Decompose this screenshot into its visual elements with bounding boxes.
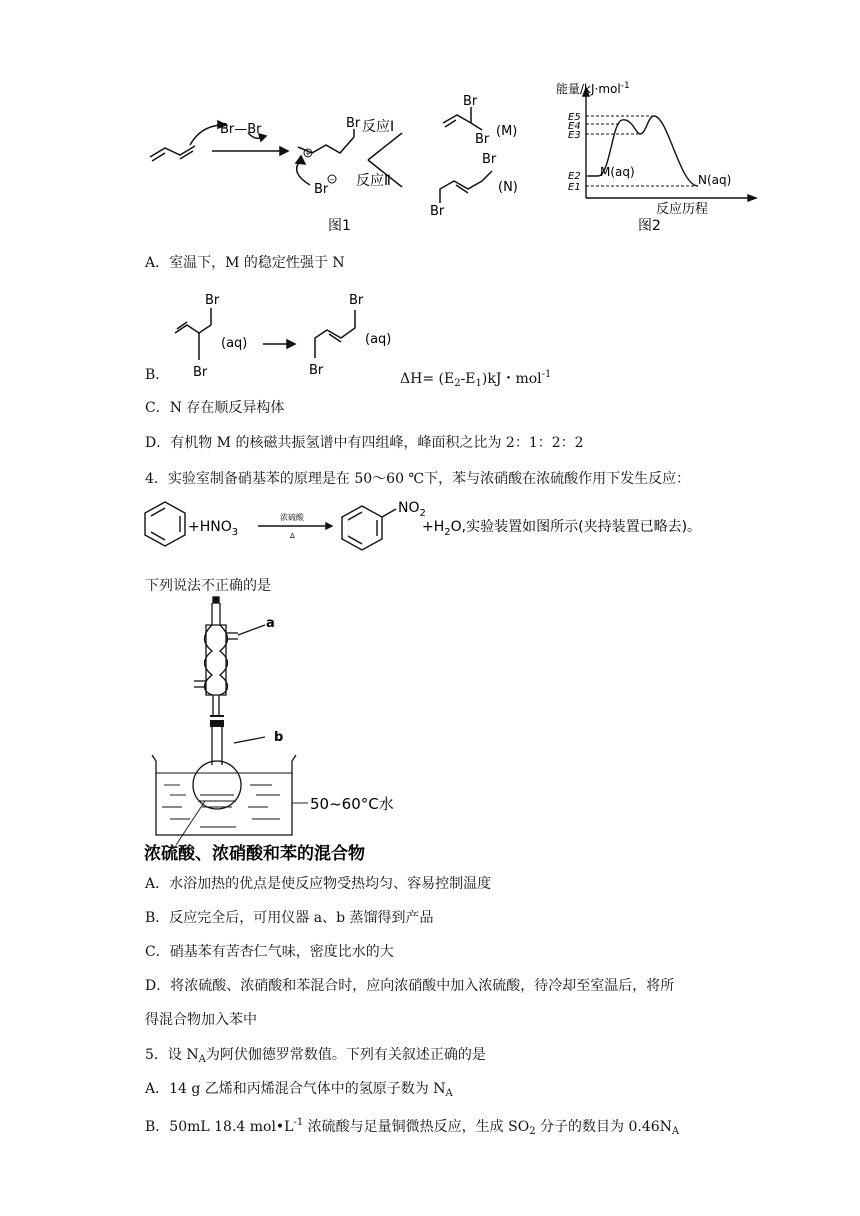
catalyst-label: 浓硫酸 xyxy=(280,513,304,522)
br-label: Br xyxy=(346,116,361,131)
level-e4: E4 xyxy=(568,121,581,132)
reaction-1-label: 反应Ⅰ xyxy=(362,119,395,135)
fig2-ylabel: 能量/kJ·mol$^{-1}$ xyxy=(556,81,630,96)
nitro-group: $NO_2$ xyxy=(398,500,426,519)
q4-reaction-equation xyxy=(140,494,720,556)
q4-option-d-line2: 得混合物加入苯中 xyxy=(145,1012,257,1028)
q4-option-d-line1: D．将浓硫酸、浓硝酸和苯混合时，应向浓硝酸中加入浓硫酸，待冷却至室温后，将所 xyxy=(145,978,675,994)
reaction-tail: $+H_2O$,实验装置如图所示(夹持装置已略去)。 xyxy=(422,519,702,538)
q5-option-b: B．50mL 18.4 $mol•L^{-1}$ 浓硫酸与足量铜微热反应，生成 $SO_2$ 分子的数目为 $0.46N_A$ xyxy=(145,1117,680,1137)
b-product-aq: (aq) xyxy=(365,332,392,347)
q3-option-d: D．有机物 M 的核磁共振氢谱中有四组峰，峰面积之比为 2：1：2：2 xyxy=(145,435,584,451)
product-m-br2: Br xyxy=(475,132,490,147)
label-b: b xyxy=(274,730,284,745)
product-n-br1: Br xyxy=(482,152,497,167)
reaction-2-label: 反应Ⅱ xyxy=(356,173,391,189)
product-n-br2: Br xyxy=(430,204,445,219)
q4-ask: 下列说法不正确的是 xyxy=(145,578,271,594)
product-m-br1: Br xyxy=(463,94,478,109)
br-anion-label: Br xyxy=(314,182,329,197)
q5-stem: 5．设 $N_A$为阿伏伽德罗常数值。下列有关叙述正确的是 xyxy=(145,1047,486,1065)
q4-option-b: B．反应完全后，可用仪器 a、b 蒸馏得到产品 xyxy=(145,910,434,926)
bath-temp-label: 50~60°C水 xyxy=(310,795,394,813)
product-m-label: (M) xyxy=(496,124,518,139)
figure-1-caption: 图1 xyxy=(328,218,351,234)
m-aq-label: M(aq) xyxy=(600,165,635,179)
b-product-br1: Br xyxy=(349,293,364,308)
label-a: a xyxy=(266,616,275,631)
n-aq-label: N(aq) xyxy=(698,173,732,187)
q4-stem: 4．实验室制备硝基苯的原理是在 50～60 ℃下，苯与浓硝酸在浓硫酸作用下发生反应： xyxy=(145,471,691,487)
level-e1: E1 xyxy=(568,182,581,193)
q3-option-b-enthalpy: $\Delta H= (E_2-E_1)kJ$・mol$^{-1}$ xyxy=(400,369,552,389)
figure-2 xyxy=(550,80,760,235)
svg-text:−: − xyxy=(329,176,335,184)
q4-apparatus xyxy=(140,595,420,865)
q3-option-a: A．室温下，M 的稳定性强于 N xyxy=(145,255,345,271)
product-n-label: (N) xyxy=(498,180,518,195)
q3-option-b-equation xyxy=(165,288,405,383)
q3-option-b-prefix: B． xyxy=(145,367,170,383)
b-reactant-br2: Br xyxy=(193,365,208,380)
figure-2-caption: 图2 xyxy=(638,218,661,234)
q4-option-c: C．硝基苯有苦杏仁气味，密度比水的大 xyxy=(145,944,394,960)
level-e5: E5 xyxy=(568,112,581,123)
b-product-br2: Br xyxy=(309,363,324,378)
mixture-label: 浓硫酸、浓硝酸和苯的混合物 xyxy=(144,844,365,864)
q4-option-a: A．水浴加热的优点是使反应物受热均匀、容易控制温度 xyxy=(145,876,492,892)
heat-label: Δ xyxy=(290,532,295,540)
q3-option-c: C．N 存在顺反异构体 xyxy=(145,400,285,416)
figure-1 xyxy=(140,85,540,235)
b-reactant-aq: (aq) xyxy=(221,336,248,351)
level-e2: E2 xyxy=(568,171,581,182)
q5-option-a: A．14 g 乙烯和丙烯混合气体中的氢原子数为 $N_A$ xyxy=(145,1081,453,1099)
br2-label: Br—Br xyxy=(220,122,262,137)
level-e3: E3 xyxy=(568,130,581,141)
reagent-hno3: $+HNO_3$ xyxy=(188,519,239,538)
b-reactant-br1: Br xyxy=(205,293,220,308)
fig2-xlabel: 反应历程 xyxy=(656,202,709,217)
svg-text:+: + xyxy=(305,150,311,158)
